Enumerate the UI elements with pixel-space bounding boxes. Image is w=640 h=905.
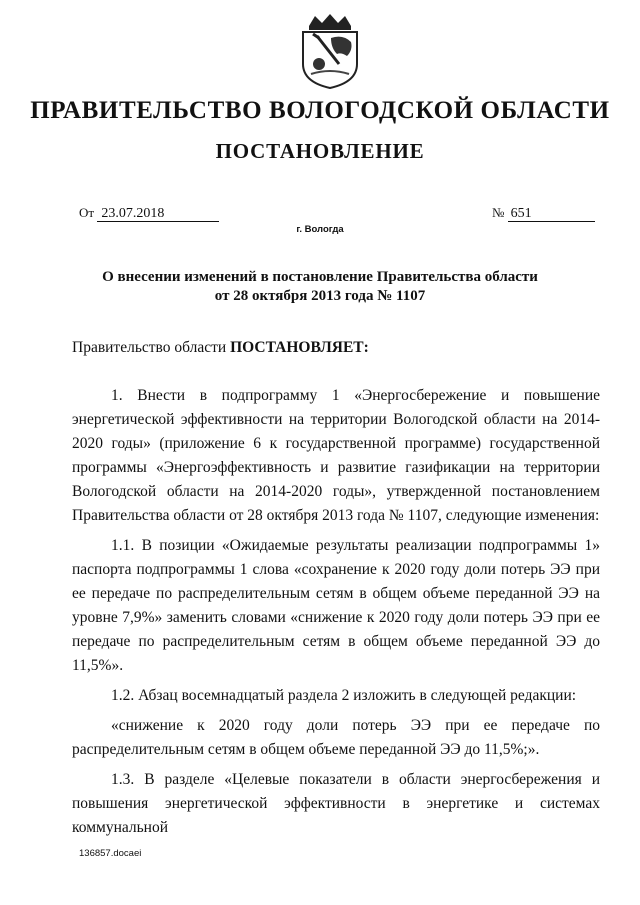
subject-line-1: О внесении изменений в постановление Правительства области	[102, 269, 538, 285]
date-value: 23.07.2018	[97, 207, 219, 222]
organization-title: ПРАВИТЕЛЬСТВО ВОЛОГОДСКОЙ ОБЛАСТИ	[30, 97, 610, 124]
city-label: г. Вологда	[296, 224, 344, 235]
number-value: 651	[508, 207, 595, 222]
paragraph-1-3: 1.3. В разделе «Целевые показатели в области энергосбережения и повышения энергетической эффективности в энергетике и системах коммунальной	[72, 771, 600, 836]
paragraph-quote: «снижение к 2020 году доли потерь ЭЭ при ее передаче по распределительным сетям в общем объеме переданной ЭЭ до 11,5%;».	[72, 717, 600, 758]
subject-line-2: от 28 октября 2013 года № 1107	[214, 288, 426, 304]
resolution-line	[72, 339, 369, 357]
number-field	[492, 205, 595, 222]
resolution-prefix: Правительство области	[72, 339, 231, 356]
coat-of-arms-icon	[295, 12, 365, 90]
paragraph-1-2: 1.2. Абзац восемнадцатый раздела 2 изложить в следующей редакции:	[111, 687, 577, 704]
date-prefix: От	[79, 205, 95, 220]
document-body	[72, 384, 600, 840]
file-id: 136857.docaei	[79, 848, 142, 859]
resolution-verb: ПОСТАНОВЛЯЕТ:	[230, 339, 369, 356]
number-prefix: №	[492, 205, 505, 220]
document-type: ПОСТАНОВЛЕНИЕ	[215, 139, 425, 163]
paragraph-1: 1. Внести в подпрограмму 1 «Энергосбережение и повышение энергетической эффективности на территории Вологодской области на 2014-2020 годы» (приложение 6 к государственной программе) государственной программы «Энергоэффективность и развитие газификации на территории Вологодской области на 2014-2020 годы», утвержденной постановлением Правительства области от 28 октября 2013 года № 1107, следующие изменения:	[72, 387, 600, 524]
date-field	[79, 205, 219, 222]
document-subject	[90, 268, 550, 306]
paragraph-1-1: 1.1. В позиции «Ожидаемые результаты реализации подпрограммы 1» паспорта подпрограммы 1 слова «сохранение к 2020 году доли потерь ЭЭ при ее передаче по распределительным сетям в общем объеме переданной ЭЭ на уровне 7,9%» заменить словами «снижение к 2020 году доли потерь ЭЭ при ее передаче по распределительным сетям в общем объеме переданной ЭЭ до 11,5%».	[72, 537, 600, 674]
